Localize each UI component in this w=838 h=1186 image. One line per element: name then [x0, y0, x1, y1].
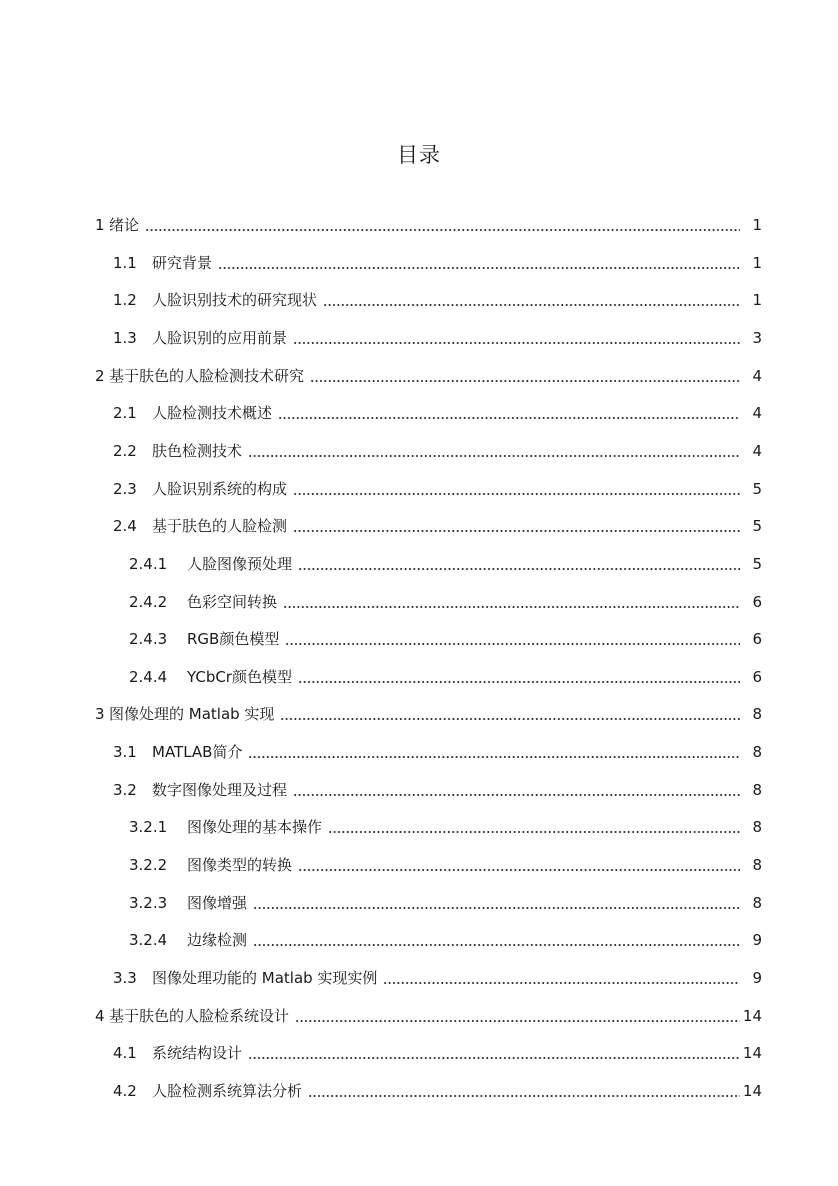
toc-entry[interactable] [129, 625, 762, 649]
toc-entry-title: MATLAB简介 [152, 743, 243, 762]
toc-entry-title: 人脸识别系统的构成 [152, 479, 288, 498]
toc-entry-title: 人脸检测系统算法分析 [152, 1081, 303, 1100]
toc-dot-leader [248, 739, 740, 759]
toc-entry[interactable] [113, 249, 762, 273]
toc-entry-page-number: 14 [742, 1006, 762, 1025]
toc-dot-leader [310, 363, 740, 383]
toc-entry-title: 边缘检测 [187, 931, 248, 950]
toc-entry-title: 系统结构设计 [152, 1044, 243, 1063]
toc-dot-leader [295, 1003, 740, 1023]
toc-entry[interactable] [129, 926, 762, 950]
toc-entry-page-number: 6 [752, 630, 762, 649]
toc-entry-title: 图像处理的基本操作 [187, 818, 323, 837]
toc-entry-title: 人脸识别的应用前景 [152, 328, 288, 347]
toc-entry-title: 基于肤色的人脸检系统设计 [109, 1006, 290, 1025]
toc-entry-title: 色彩空间转换 [187, 592, 278, 611]
toc-entry-page-number: 4 [752, 366, 762, 385]
toc-entry-page-number: 14 [742, 1044, 762, 1063]
toc-entry-page-number: 14 [742, 1081, 762, 1100]
toc-dot-leader [298, 664, 740, 684]
toc-entry[interactable] [95, 211, 762, 235]
toc-entry[interactable] [129, 663, 762, 687]
toc-entry-page-number: 9 [752, 969, 762, 987]
toc-entry-title: 研究背景 [152, 253, 213, 272]
toc-dot-leader [285, 626, 740, 646]
toc-entry[interactable] [113, 738, 762, 762]
toc-entry-number: 2 [95, 366, 105, 385]
toc-entry[interactable] [113, 324, 762, 348]
toc-entry[interactable] [113, 475, 762, 499]
toc-entry[interactable] [113, 1077, 762, 1101]
toc-entry-number: 2.3 [113, 479, 137, 498]
toc-dot-leader [253, 890, 740, 910]
toc-dot-leader [293, 325, 740, 345]
toc-entry-number: 1.2 [113, 291, 137, 310]
toc-entry-number: 3 [95, 705, 105, 724]
toc-entry-number: 3.2.1 [129, 818, 168, 837]
toc-dot-leader [253, 927, 740, 947]
toc-entry-page-number: 8 [752, 743, 762, 762]
toc-entry-page-number: 5 [752, 479, 762, 498]
toc-entry[interactable] [113, 776, 762, 800]
toc-entry-number: 2.2 [113, 441, 137, 460]
toc-entry-page-number: 8 [752, 780, 762, 799]
toc-entry-title: 绪论 [109, 216, 140, 234]
toc-entry[interactable] [95, 700, 762, 724]
toc-entry-title: 人脸图像预处理 [187, 554, 293, 573]
toc-entry-page-number: 9 [752, 931, 762, 950]
toc-entry[interactable] [129, 813, 762, 837]
toc-entry[interactable] [95, 362, 762, 386]
toc-entry-page-number: 8 [752, 818, 762, 837]
toc-dot-leader [248, 438, 740, 458]
toc-entry[interactable] [129, 588, 762, 612]
toc-entry[interactable] [113, 286, 762, 310]
toc-entry-number: 3.2.3 [129, 893, 168, 912]
toc-entry-page-number: 1 [752, 253, 762, 272]
toc-entry[interactable] [129, 550, 762, 574]
toc-entry-page-number: 1 [752, 291, 762, 310]
toc-entry-page-number: 8 [752, 893, 762, 912]
toc-entry-title: RGB颜色模型 [187, 630, 280, 649]
toc-dot-leader [328, 814, 740, 834]
toc-entry-number: 3.1 [113, 743, 137, 762]
toc-entry-title: 人脸识别技术的研究现状 [152, 291, 318, 310]
toc-entry-title: 图像增强 [187, 893, 248, 912]
toc-entry-number: 3.2 [113, 780, 137, 799]
toc-dot-leader [323, 287, 740, 307]
toc-entry-number: 3.2.4 [129, 931, 168, 950]
toc-entry-title: 人脸检测技术概述 [152, 404, 273, 423]
toc-entry-number: 4 [95, 1006, 105, 1025]
toc-dot-leader [293, 777, 740, 797]
page-title: 目录 [397, 143, 441, 167]
toc-dot-leader [383, 965, 740, 985]
toc-entry-number: 2.1 [113, 404, 137, 423]
toc-entry-page-number: 6 [752, 667, 762, 686]
toc-entry-title: 基于肤色的人脸检测 [152, 517, 288, 536]
toc-entry-page-number: 6 [752, 592, 762, 611]
toc-dot-leader [280, 701, 740, 721]
toc-entry-number: 2.4.4 [129, 667, 168, 686]
toc-entry[interactable] [113, 1039, 762, 1063]
toc-entry-number: 2.4.1 [129, 554, 168, 573]
toc-dot-leader [248, 1040, 740, 1060]
toc-entry[interactable] [129, 851, 762, 875]
toc-entry[interactable] [113, 964, 762, 988]
toc-dot-leader [145, 212, 740, 232]
toc-entry-page-number: 8 [752, 856, 762, 875]
toc-dot-leader [278, 400, 740, 420]
toc-dot-leader [218, 250, 740, 270]
toc-entry-number: 2.4.3 [129, 630, 168, 649]
toc-entry-number: 4.2 [113, 1081, 137, 1100]
toc-entry[interactable] [113, 512, 762, 536]
toc-entry-number: 3.2.2 [129, 856, 168, 875]
toc-entry-page-number: 4 [752, 404, 762, 423]
toc-entry-title: YCbCr颜色模型 [187, 667, 292, 686]
toc-entry-title: 图像类型的转换 [187, 856, 293, 875]
toc-entry-title: 图像处理功能的 Matlab 实现实例 [152, 969, 378, 987]
toc-entry-page-number: 8 [752, 705, 762, 724]
toc-entry-number: 1 [95, 216, 105, 234]
toc-entry-number: 2.4.2 [129, 592, 168, 611]
toc-entry-number: 1.3 [113, 328, 137, 347]
toc-entry-title: 图像处理的 Matlab 实现 [109, 705, 275, 724]
toc-entry[interactable] [113, 437, 762, 461]
toc-dot-leader [283, 589, 740, 609]
toc-entry-number: 2.4 [113, 517, 137, 536]
toc-dot-leader [298, 852, 740, 872]
toc-dot-leader [308, 1078, 740, 1098]
toc-entry-page-number: 1 [752, 216, 762, 234]
toc-dot-leader [298, 551, 740, 571]
toc-entry-title: 肤色检测技术 [152, 441, 243, 460]
toc-entry[interactable] [95, 1002, 762, 1026]
toc-entry-number: 1.1 [113, 253, 137, 272]
toc-entry-title: 基于肤色的人脸检测技术研究 [109, 366, 305, 385]
toc-entry[interactable] [129, 889, 762, 913]
toc-entry-number: 4.1 [113, 1044, 137, 1063]
toc-entry-page-number: 3 [752, 328, 762, 347]
toc-dot-leader [293, 513, 740, 533]
toc-entry[interactable] [113, 399, 762, 423]
toc-entry-number: 3.3 [113, 969, 137, 987]
toc-entry-page-number: 5 [752, 554, 762, 573]
toc-entry-page-number: 5 [752, 517, 762, 536]
toc-entry-page-number: 4 [752, 441, 762, 460]
toc-entry-title: 数字图像处理及过程 [152, 780, 288, 799]
toc-dot-leader [293, 476, 740, 496]
